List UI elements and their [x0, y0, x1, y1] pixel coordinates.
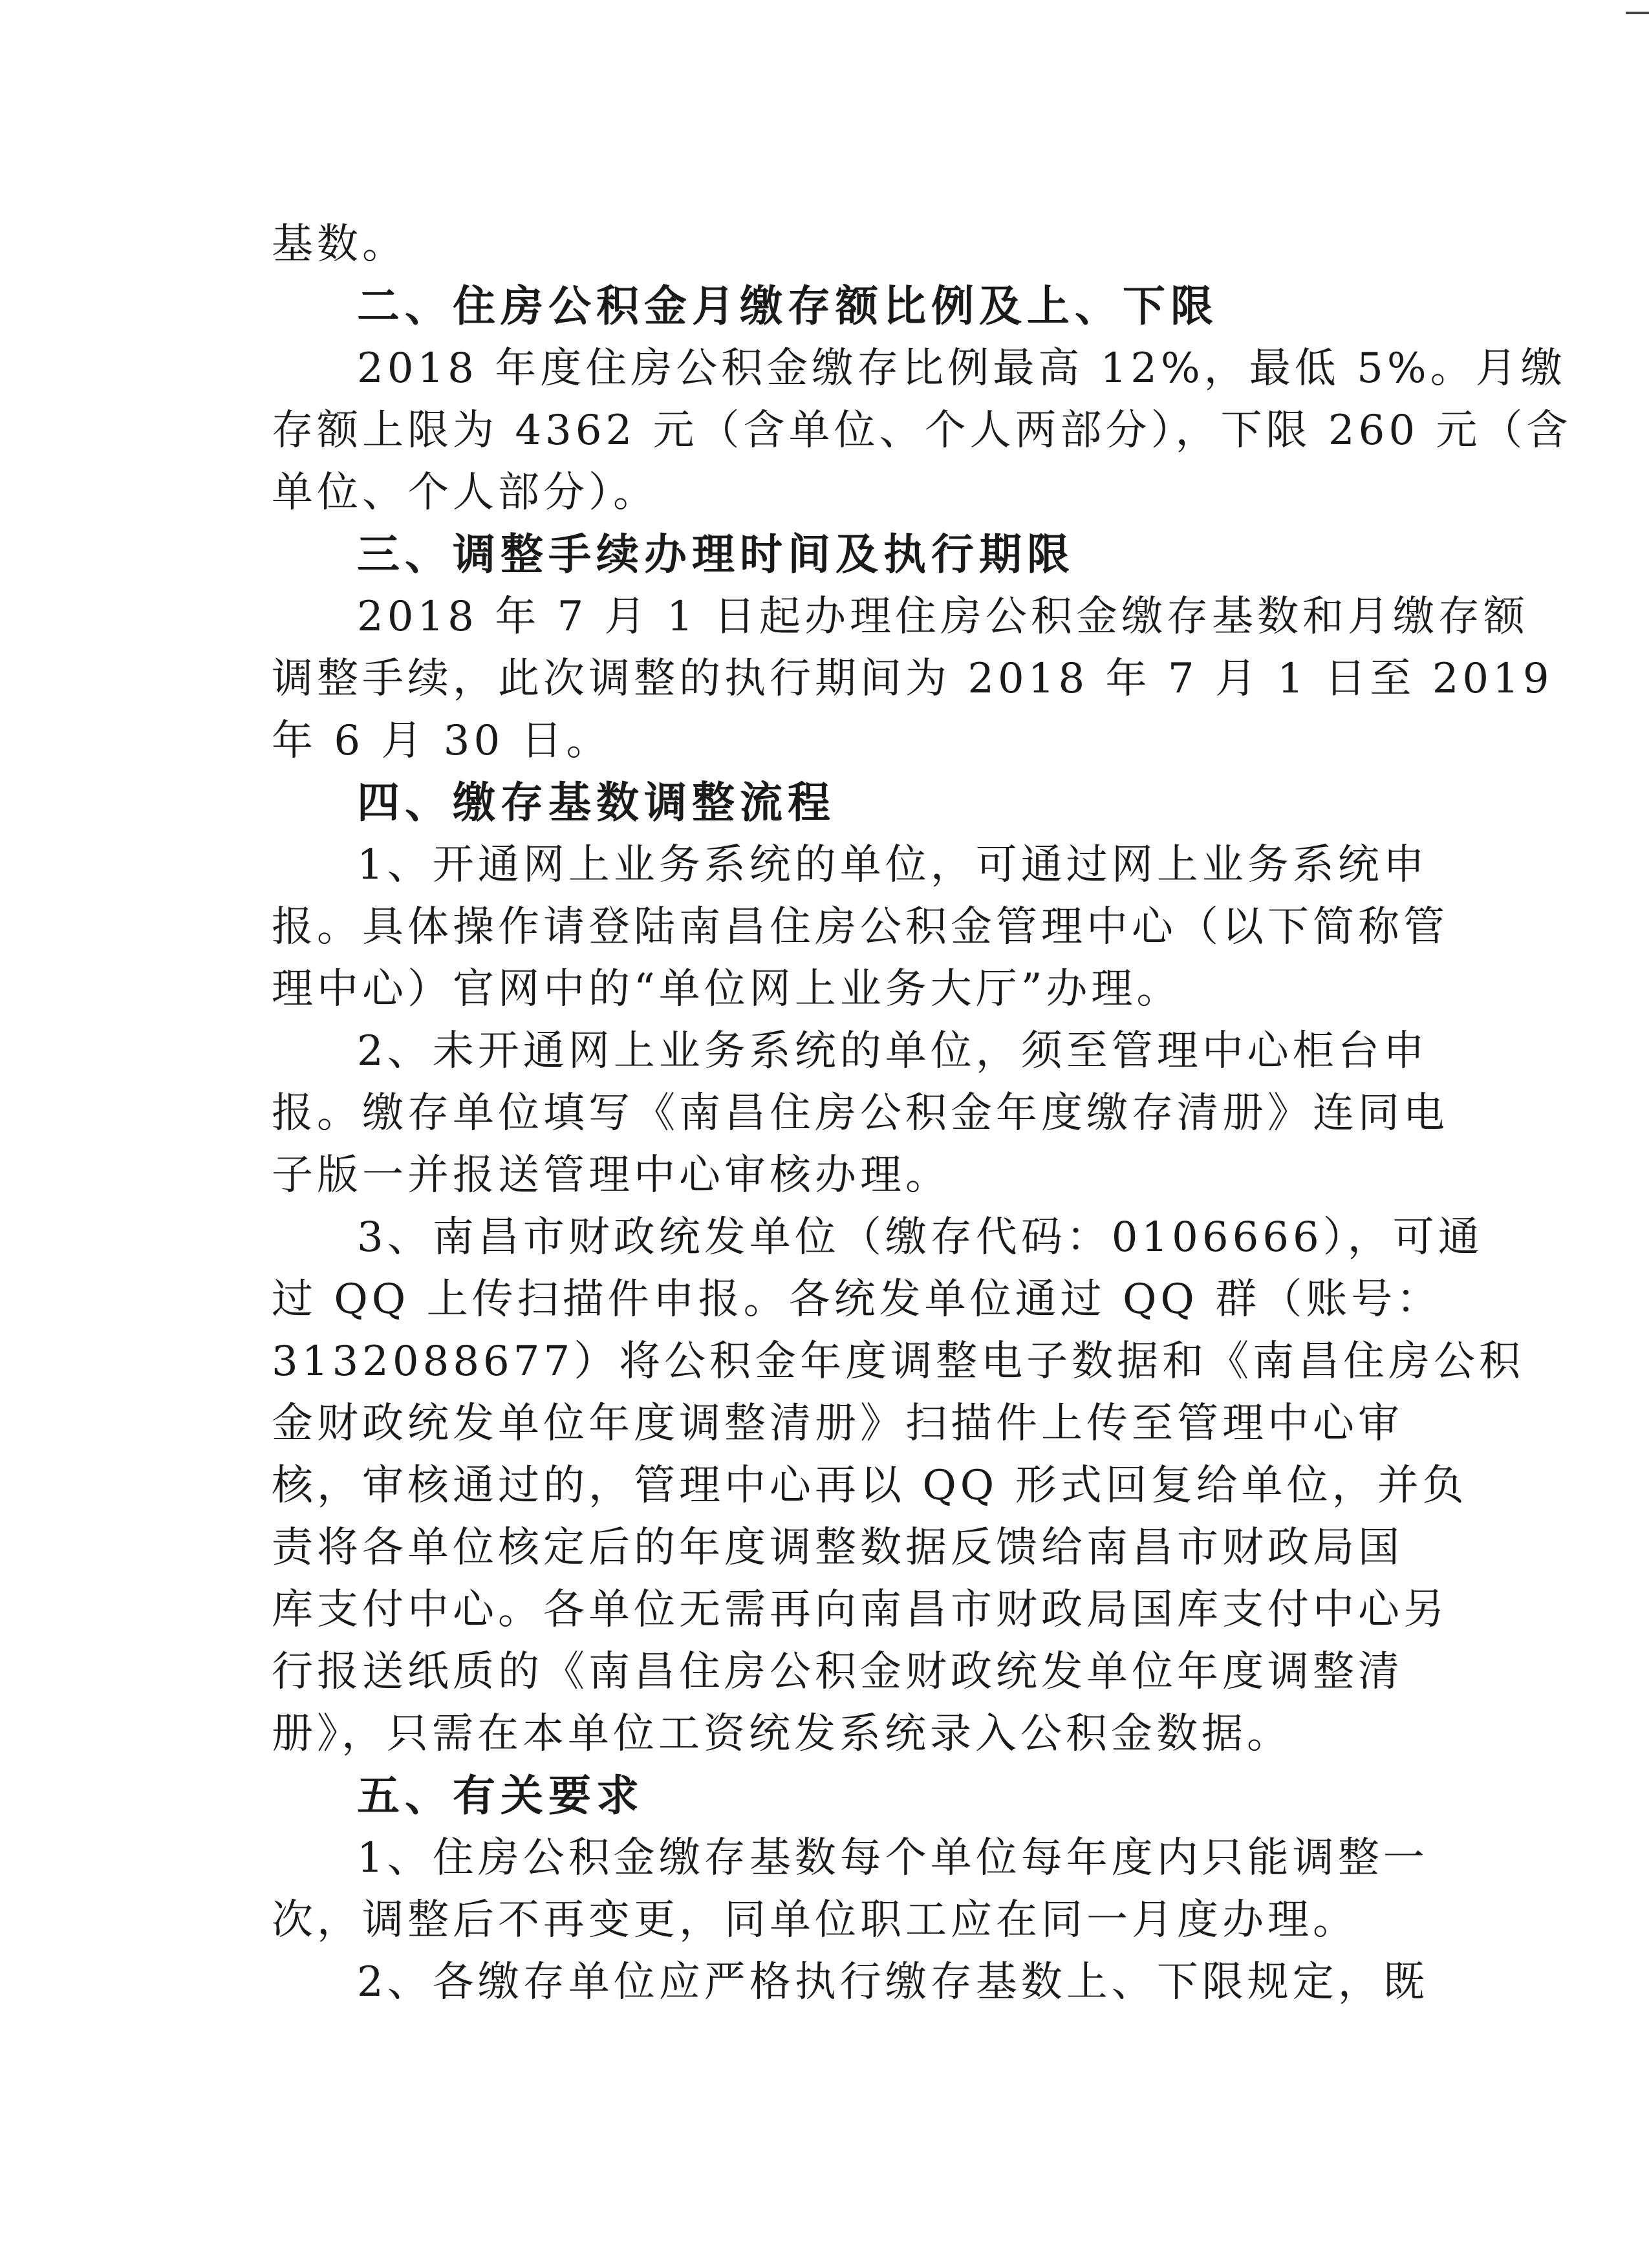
text-line-8: 调整手续，此次调整的执行期间为 2018 年 7 月 1 日至 2019 — [272, 655, 1553, 703]
text-line-4: 存额上限为 4362 元（含单位、个人两部分），下限 260 元（含 — [272, 407, 1572, 455]
text-line-3: 2018 年度住房公积金缴存比例最高 12%，最低 5%。月缴 — [357, 345, 1566, 392]
text-line-13: 理中心）官网中的“单位网上业务大厅”办理。 — [272, 965, 1182, 1013]
text-line-18: 过 QQ 上传扫描件申报。各统发单位通过 QQ 群（账号： — [272, 1276, 1442, 1323]
text-line-7: 2018 年 7 月 1 日起办理住房公积金缴存基数和月缴存额 — [357, 593, 1529, 641]
text-line-28: 次，调整后不再变更，同单位职工应在同一月度办理。 — [272, 1896, 1358, 1944]
text-line-12: 报。具体操作请登陆南昌住房公积金管理中心（以下简称管 — [272, 903, 1449, 951]
text-line-23: 库支付中心。各单位无需再向南昌市财政局国库支付中心另 — [272, 1586, 1449, 1634]
text-line-11: 1、开通网上业务系统的单位，可通过网上业务系统申 — [357, 841, 1428, 889]
document-body — [272, 213, 1572, 2013]
text-line-1: 基数。 — [272, 220, 407, 268]
text-line-20: 金财政统发单位年度调整清册》扫描件上传至管理中心审 — [272, 1400, 1403, 1448]
text-line-25: 册》，只需在本单位工资统发系统录入公积金数据。 — [272, 1710, 1292, 1758]
scan-edge-mark — [1626, 12, 1649, 14]
section-heading-4: 四、缴存基数调整流程 — [357, 778, 835, 828]
section-heading-2: 二、住房公积金月缴存额比例及上、下限 — [357, 281, 1218, 331]
text-line-24: 行报送纸质的《南昌住房公积金财政统发单位年度调整清 — [272, 1648, 1403, 1696]
section-heading-3: 三、调整手续办理时间及执行期限 — [357, 530, 1075, 579]
text-line-9: 年 6 月 30 日。 — [272, 717, 612, 765]
text-line-5: 单位、个人部分）。 — [272, 469, 658, 517]
text-line-22: 责将各单位核定后的年度调整数据反馈给南昌市财政局国 — [272, 1524, 1403, 1572]
text-line-19: 3132088677）将公积金年度调整电子数据和《南昌住房公积 — [272, 1338, 1525, 1385]
text-line-15: 报。缴存单位填写《南昌住房公积金年度缴存清册》连同电 — [272, 1089, 1449, 1137]
text-line-14: 2、未开通网上业务系统的单位，须至管理中心柜台申 — [357, 1027, 1428, 1075]
text-line-21: 核，审核通过的，管理中心再以 QQ 形式回复给单位，并负 — [272, 1462, 1468, 1510]
text-line-29: 2、各缴存单位应严格执行缴存基数上、下限规定，既 — [357, 1958, 1428, 2006]
section-heading-5: 五、有关要求 — [357, 1771, 644, 1821]
text-line-17: 3、南昌市财政统发单位（缴存代码：0106666），可通 — [357, 1214, 1483, 1261]
text-line-16: 子版一并报送管理中心审核办理。 — [272, 1151, 951, 1199]
text-line-27: 1、住房公积金缴存基数每个单位每年度内只能调整一 — [357, 1834, 1428, 1882]
